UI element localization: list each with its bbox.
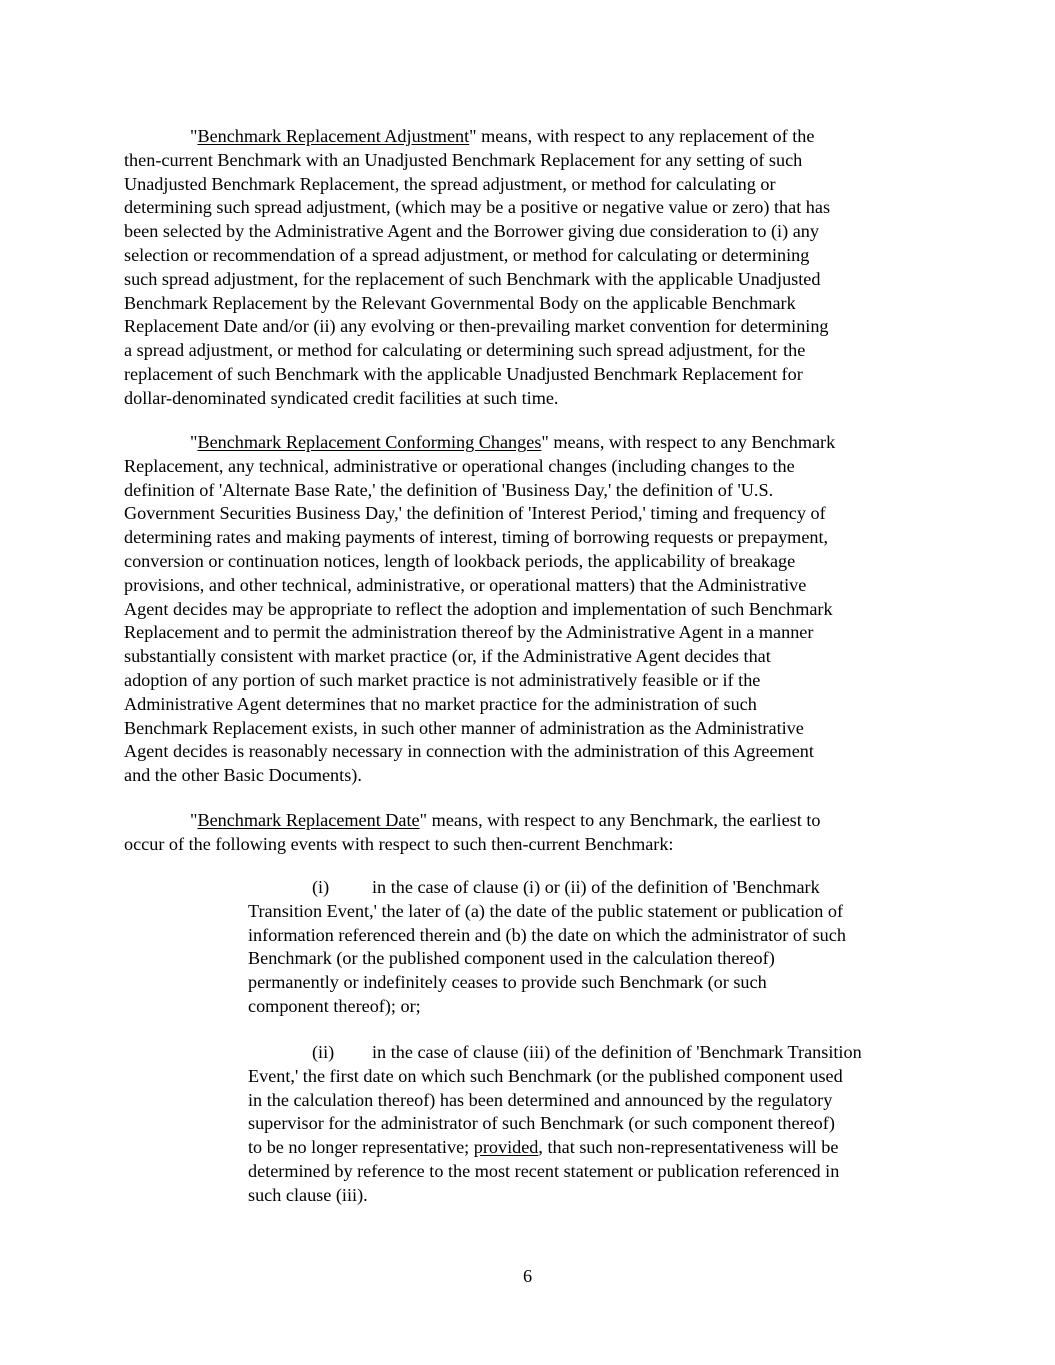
defined-term: Benchmark Replacement Adjustment — [197, 126, 470, 146]
text-line: then-current Benchmark with an Unadjusted Benchmark Replacement for any setting of such — [124, 149, 803, 170]
clause-lines — [248, 900, 846, 1019]
clause-lines — [248, 1065, 862, 1136]
text-line: determining such spread adjustment, (which may be a positive or negative value or zero) that has — [124, 197, 831, 218]
text-line: definition of 'Alternate Base Rate,' the definition of 'Business Day,' the definition of 'U.S. — [124, 479, 774, 500]
text-line: Replacement and to permit the administration thereof by the Administrative Agent in a manner — [124, 622, 814, 643]
text-line: Government Securities Business Day,' the definition of 'Interest Period,' timing and frequency of — [124, 503, 826, 524]
text-line: Replacement, any technical, administrative or operational changes (including changes to the — [124, 455, 795, 476]
text-line: Benchmark Replacement by the Relevant Governmental Body on the applicable Benchmark — [124, 292, 796, 313]
text-line: Event,' the first date on which such Benchmark (or the published component used — [248, 1065, 843, 1086]
definition-benchmark-replacement-adjustment: "Benchmark Replacement Adjustment" means, with respect to any replacement of the then-current Benchmark with an Unadjusted Benchmark Replacement for any setting of such Unadjusted Benchmark Replacement, the spread adjustment, or method for calculating or determining such spread adjustment, (which may be a positive or negative value or zero) that has been selected by the Administrative Agent and the Borrower giving due consideration to (i) any selection or recommendation of a spread adjustment, or method for calculating or determining such spread adjustment, for the replacement of such Benchmark with the applicable Unadjusted Benchmark Replacement by the Relevant Governmental Body on the applicable Benchmark Replacement Date and/or (ii) any evolving or then-prevailing market convention for determining a spread adjustment, or method for calculating or determining such spread adjustment, for the replacement of such Benchmark with the applicable Unadjusted Benchmark Replacement for dollar-denominated syndicated credit facilities at such time. — [124, 125, 830, 411]
defined-term: Benchmark Replacement Conforming Changes — [197, 432, 542, 452]
paragraph-lines — [124, 149, 830, 411]
text-line: supervisor for the administrator of such Benchmark (or such component thereof) — [248, 1113, 835, 1134]
clause-number: (i) — [312, 877, 330, 897]
defined-term: Benchmark Replacement Date — [197, 810, 420, 830]
text-line: permanently or indefinitely ceases to provide such Benchmark (or such — [248, 972, 767, 993]
text-line: occur of the following events with respect to such then-current Benchmark: — [124, 833, 674, 854]
clause-i: (i) in the case of clause (i) or (ii) of the definition of 'Benchmark Transition Event,' the later of (a) the date of the public statement or publication of information referenced therein and (b) the date on which the administrator of such Benchmark (or the published component used in the calculation thereof) permanently or indefinitely ceases to provide such Benchmark (or such component thereof); or; — [248, 876, 846, 1019]
clause-lines — [248, 1160, 862, 1208]
text-line: Administrative Agent determines that no market practice for the administration of such — [124, 693, 757, 714]
text-line: Unadjusted Benchmark Replacement, the spread adjustment, or method for calculating or — [124, 173, 776, 194]
text-line: conversion or continuation notices, length of lookback periods, the applicability of breakage — [124, 550, 796, 571]
definition-benchmark-replacement-conforming-changes: "Benchmark Replacement Conforming Changes" means, with respect to any Benchmark Replacement, any technical, administrative or operational changes (including changes to the definition of 'Alternate Base Rate,' the definition of 'Business Day,' the definition of 'U.S. Government Securities Business Day,' the definition of 'Interest Period,' timing and frequency of determining rates and making payments of interest, timing of borrowing requests or prepayment, conversion or continuation notices, length of lookback periods, the applicability of breakage provisions, and other technical, administrative, or operational matters) that the Administrative Agent decides may be appropriate to reflect the adoption and implementation of such Benchmark Replacement and to permit the administration thereof by the Administrative Agent in a manner substantially consistent with market practice (or, if the Administrative Agent decides that adoption of any portion of such market practice is not administratively feasible or if the Administrative Agent determines that no market practice for the administration of such Benchmark Replacement exists, in such other manner of administration as the Administrative Agent decides is reasonably necessary in connection with the administration of this Agreement and the other Basic Documents). — [124, 431, 835, 788]
text-line: Agent decides is reasonably necessary in connection with the administration of this Agreement — [124, 741, 814, 762]
provided-term: provided — [473, 1137, 539, 1158]
definition-benchmark-replacement-date: "Benchmark Replacement Date" means, with respect to any Benchmark, the earliest to occur of the following events with respect to such then-current Benchmark: — [124, 809, 821, 857]
text-line: determining rates and making payments of interest, timing of borrowing requests or prepayment, — [124, 527, 829, 548]
clause-number: (ii) — [312, 1042, 335, 1062]
text-line: Benchmark Replacement exists, in such other manner of administration as the Administrative — [124, 717, 804, 738]
text-line: substantially consistent with market practice (or, if the Administrative Agent decides that — [124, 646, 771, 667]
text-line: provisions, and other technical, administrative, or operational matters) that the Administrative — [124, 574, 807, 595]
text-line: a spread adjustment, or method for calculating or determining such spread adjustment, for the — [124, 340, 806, 361]
text-line: selection or recommendation of a spread adjustment, or method for calculating or determining — [124, 244, 810, 265]
text-line: and the other Basic Documents). — [124, 765, 362, 786]
text-line: Transition Event,' the later of (a) the date of the public statement or publication of — [248, 900, 844, 921]
text-line: Benchmark (or the published component used in the calculation thereof) — [248, 948, 775, 969]
text-line: adoption of any portion of such market practice is not administratively feasible or if the — [124, 669, 761, 690]
page-number: 6 — [522, 1266, 533, 1286]
text-line: such clause (iii). — [248, 1184, 368, 1205]
paragraph-lines — [124, 833, 821, 857]
text-line: Replacement Date and/or (ii) any evolving or then-prevailing market convention for determining — [124, 316, 829, 337]
text-line: Agent decides may be appropriate to reflect the adoption and implementation of such Benchmark — [124, 598, 833, 619]
paragraph-lines — [124, 455, 835, 788]
text-line: been selected by the Administrative Agent and the Borrower giving due consideration to (i) any — [124, 221, 819, 242]
text-line: information referenced therein and (b) the date on which the administrator of such — [248, 924, 846, 945]
clause-ii: (ii) in the case of clause (iii) of the definition of 'Benchmark Transition Event,' the first date on which such Benchmark (or the published component used in the calculation thereof) has been determined and announced by the regulatory supervisor for the administrator of such Benchmark (or such component thereof) to be no longer representative; provided, that such non-representativeness will be determined by reference to the most recent statement or publication referenced in such clause (iii). — [248, 1041, 862, 1208]
text-line: component thereof); or; — [248, 995, 421, 1016]
text-line: determined by reference to the most recent statement or publication referenced in — [248, 1160, 840, 1181]
text-line: such spread adjustment, for the replacement of such Benchmark with the applicable Unadjusted — [124, 268, 821, 289]
text-line: dollar-denominated syndicated credit facilities at such time. — [124, 387, 559, 408]
text-line: replacement of such Benchmark with the applicable Unadjusted Benchmark Replacement for — [124, 363, 803, 384]
text-line: in the calculation thereof) has been determined and announced by the regulatory — [248, 1089, 833, 1110]
